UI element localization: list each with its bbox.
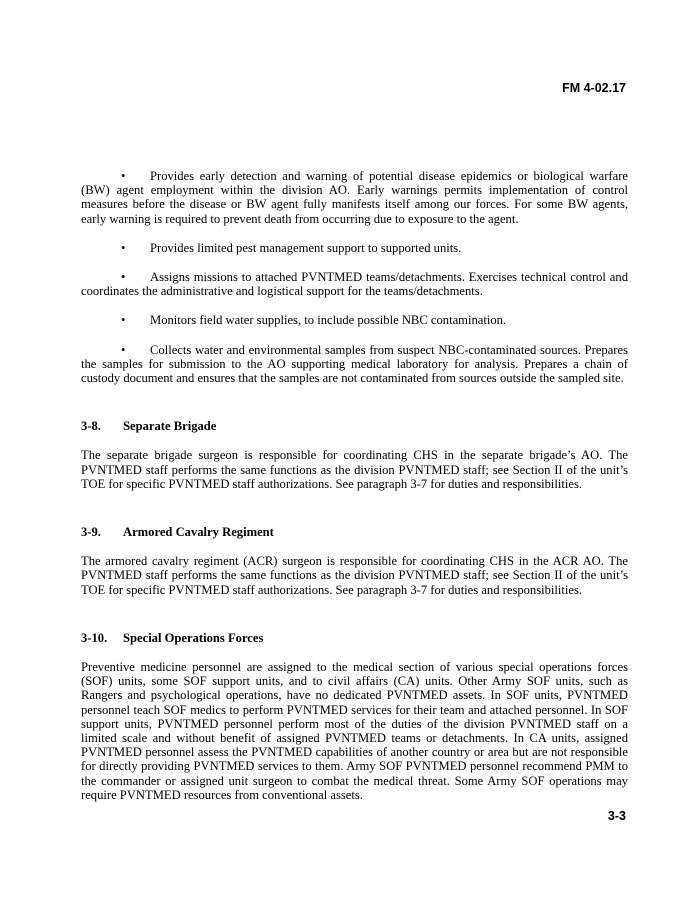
document-id: FM 4-02.17 <box>562 81 626 95</box>
bullet-text: Provides limited pest management support to supported units. <box>150 240 462 255</box>
section-title: Special Operations Forces <box>123 630 264 645</box>
bullet-text: Monitors field water supplies, to include possible NBC contamination. <box>150 313 507 328</box>
bullet-item <box>81 313 628 327</box>
section-heading-armored-cavalry-regiment <box>81 525 628 539</box>
bullet-mark: • <box>121 169 126 183</box>
bullet-mark: • <box>121 313 126 328</box>
bullet-mark: • <box>121 240 126 255</box>
bullet-text: Assigns missions to attached PVNTMED teams/detachments. Exercises technical control and coordinates the administrative and logistical support for the teams/detachments. <box>81 270 628 299</box>
bullet-item <box>81 241 628 255</box>
bullet-text: Provides early detection and warning of potential disease epidemics or biological warfare (BW) agent employment within the division AO. Early warnings permits implementation of control measures before the disease or BW agent fully manifests itself among our forces. For some BW agents, early warning is required to prevent death from occurring due to exposure to the agent. <box>81 169 628 226</box>
bullet-item <box>81 169 628 226</box>
section-title: Armored Cavalry Regiment <box>123 525 274 540</box>
bullet-mark: • <box>121 342 126 357</box>
section-body-special-operations-forces: Preventive medicine personnel are assigned to the medical section of various special operations forces (SOF) units, some SOF support units, and to civil affairs (CA) units. Other Army SOF units, such as Rangers and psychological operations, have no dedicated PVNTMED assets. In SOF units, PVNTMED personnel teach SOF medics to perform PVNTMED services for their team and attached personnel. In SOF support units, PVNTMED personnel perform most of the duties of the division PVNTMED staff on a limited scale and without benefit of assigned PVNTMED teams or detachments. In CA units, assigned PVNTMED personnel assess the PVNTMED capabilities of another country or area but are not responsible for directly providing PVNTMED services to them. Army SOF PVNTMED personnel recommend PMM to the commander or assigned unit surgeon to combat the medical threat. Some Army SOF operations may require PVNTMED resources from conventional assets. <box>81 660 628 802</box>
bullet-item <box>81 343 628 386</box>
bullet-mark: • <box>121 270 126 285</box>
page-body <box>81 169 628 802</box>
bullet-text: Collects water and environmental samples from suspect NBC-contaminated sources. Prepares the samples for submission to the AO supporting medical laboratory for analysis. Prepares a chain of custody document and ensures that the samples are not contaminated from sources outside the sampled site. <box>81 342 628 386</box>
page-number: 3-3 <box>607 809 626 823</box>
section-body-separate-brigade: The separate brigade surgeon is responsible for coordinating CHS in the separate brigade’s AO. The PVNTMED staff performs the same functions as the division PVNTMED staff; see Section II of the unit’s TOE for specific PVNTMED staff authorizations. See paragraph 3-7 for duties and responsibilities. <box>81 448 628 491</box>
section-title: Separate Brigade <box>123 419 217 434</box>
section-number: 3-8. <box>81 419 101 434</box>
section-number: 3-10. <box>81 630 108 645</box>
section-body-armored-cavalry-regiment: The armored cavalry regiment (ACR) surgeon is responsible for coordinating CHS in the ACR AO. The PVNTMED staff performs the same functions as the division PVNTMED staff; see Section II of the unit’s TOE for specific PVNTMED staff authorizations. See paragraph 3-7 for duties and responsibilities. <box>81 554 628 597</box>
section-heading-separate-brigade <box>81 419 628 433</box>
bullet-item <box>81 270 628 298</box>
section-number: 3-9. <box>81 525 101 540</box>
section-heading-special-operations-forces <box>81 631 628 645</box>
